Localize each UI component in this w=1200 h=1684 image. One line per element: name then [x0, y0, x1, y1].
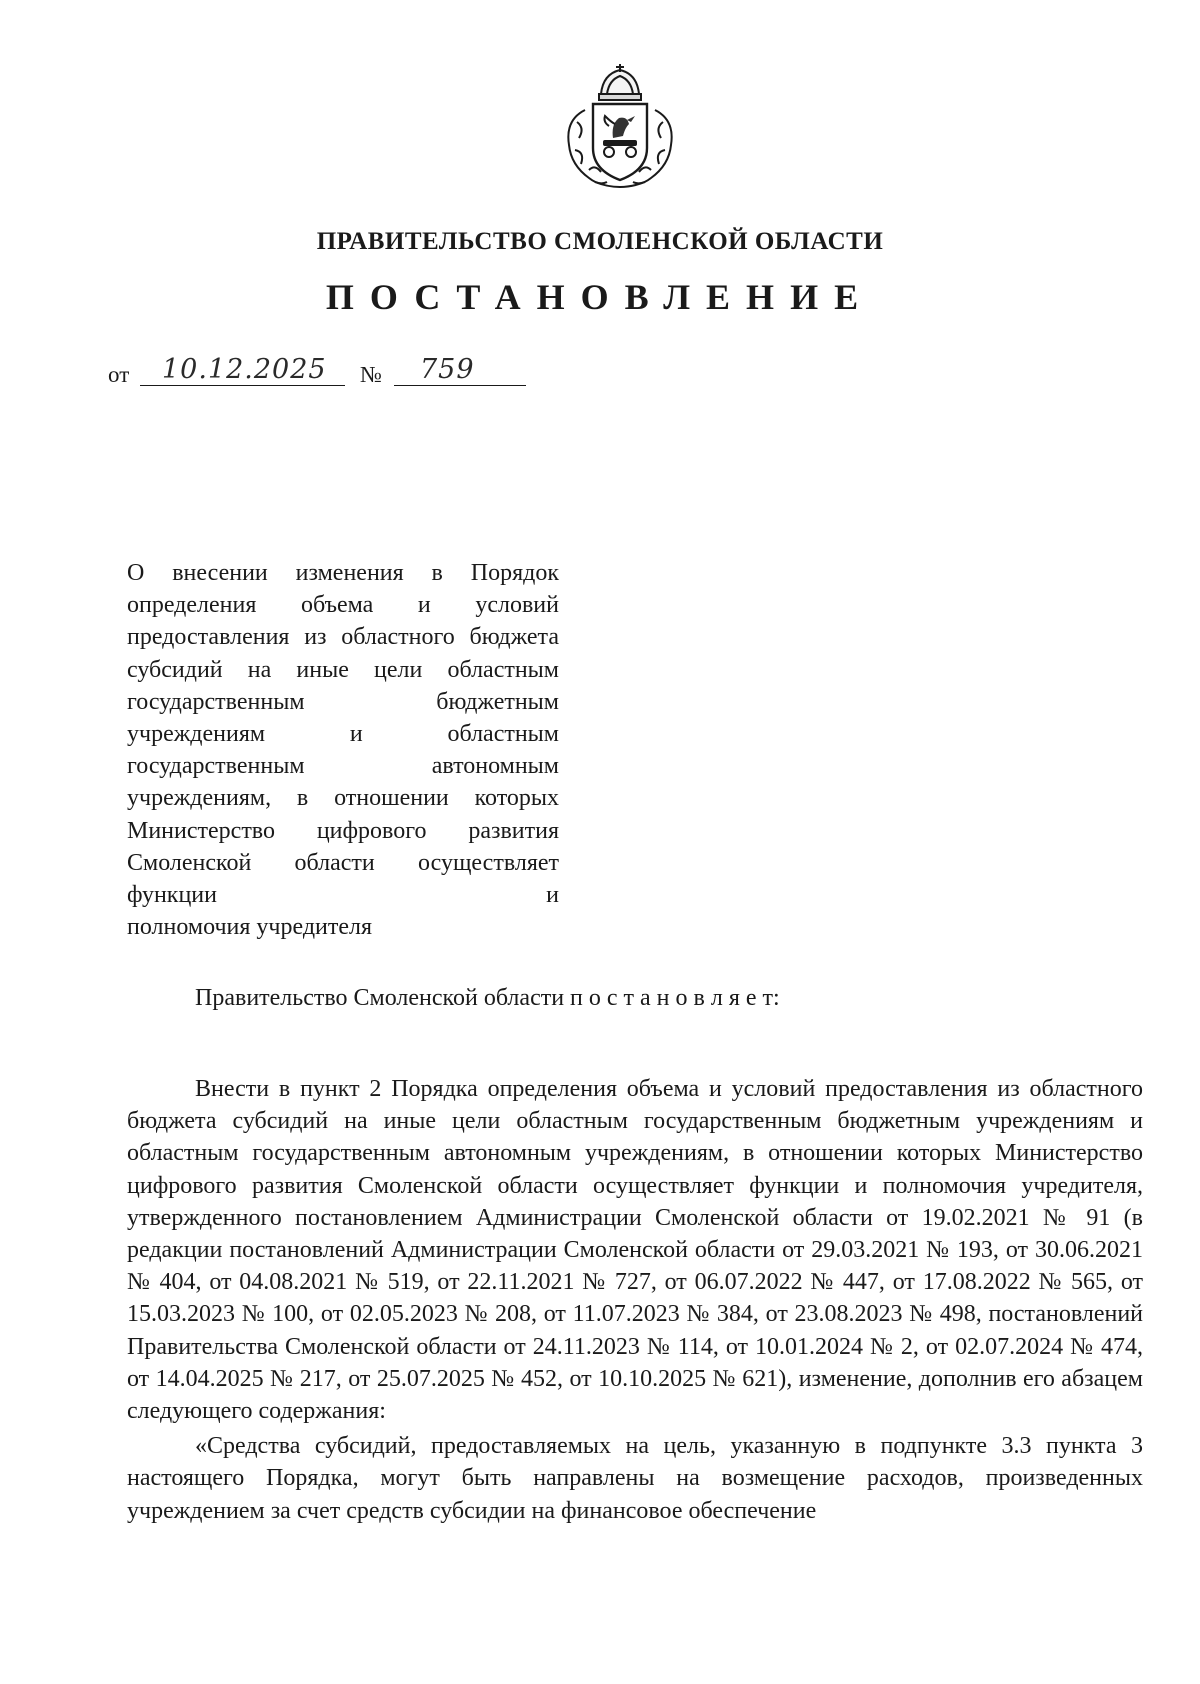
number-value: 759: [394, 354, 526, 386]
organization-title: ПРАВИТЕЛЬСТВО СМОЛЕНСКОЙ ОБЛАСТИ: [316, 228, 884, 255]
date-value: 10.12.2025: [140, 354, 345, 386]
document-body: [127, 1073, 1143, 1527]
subject-text-last-line: полномочия учредителя: [127, 914, 373, 941]
number-prefix: №: [360, 362, 382, 387]
coat-of-arms-icon: [555, 60, 685, 195]
registration-line: [108, 354, 558, 394]
document-type: ПОСТАНОВЛЕНИЕ: [325, 277, 875, 317]
subject-text: О внесении изменения в Порядок определения объема и условий предоставления из областного бюджета субсидий на иные цели областным государственным бюджетным учреждениям и областным государственным автономным учреждениям, в отношении которых Министерство цифрового развития Смоленской области осуществляет функции и: [127, 560, 559, 909]
date-prefix: от: [108, 362, 130, 387]
body-paragraph-1: Внести в пункт 2 Порядка определения объема и условий предоставления из областного бюджета субсидий на иные цели областным государственным бюджетным учреждениям и областным государственным автономным учреждениям, в отношении которых Министерство цифрового развития Смоленской области осуществляет функции и полномочия учредителя, утвержденного постановлением Администрации Смоленской области от 19.02.2021 № 91 (в редакции постановлений Администрации Смоленской области от 29.03.2021 № 193, от 30.06.2021 № 404, от 04.08.2021 № 519, от 22.11.2021 № 727, от 06.07.2022 № 447, от 17.08.2022 № 565, от 15.03.2023 № 100, от 02.05.2023 № 208, от 11.07.2023 № 384, от 23.08.2023 № 498, постановлений Правительства Смоленской области от 24.11.2023 № 114, от 10.01.2024 № 2, от 02.07.2024 № 474, от 14.04.2025 № 217, от 25.07.2025 № 452, от 10.10.2025 № 621), изменение, дополнив его абзацем следующего содержания:: [127, 1076, 1143, 1425]
document-subject: [127, 557, 559, 943]
body-paragraph-2: «Средства субсидий, предоставляемых на цель, указанную в подпункте 3.3 пункта 3 настоящего Порядка, могут быть направлены на возмещение расходов, произведенных учреждением за счет средств субсидии на финансовое обеспечение: [127, 1433, 1143, 1524]
resolving-clause: Правительство Смоленской области п о с т а н о в л я е т:: [195, 985, 780, 1011]
